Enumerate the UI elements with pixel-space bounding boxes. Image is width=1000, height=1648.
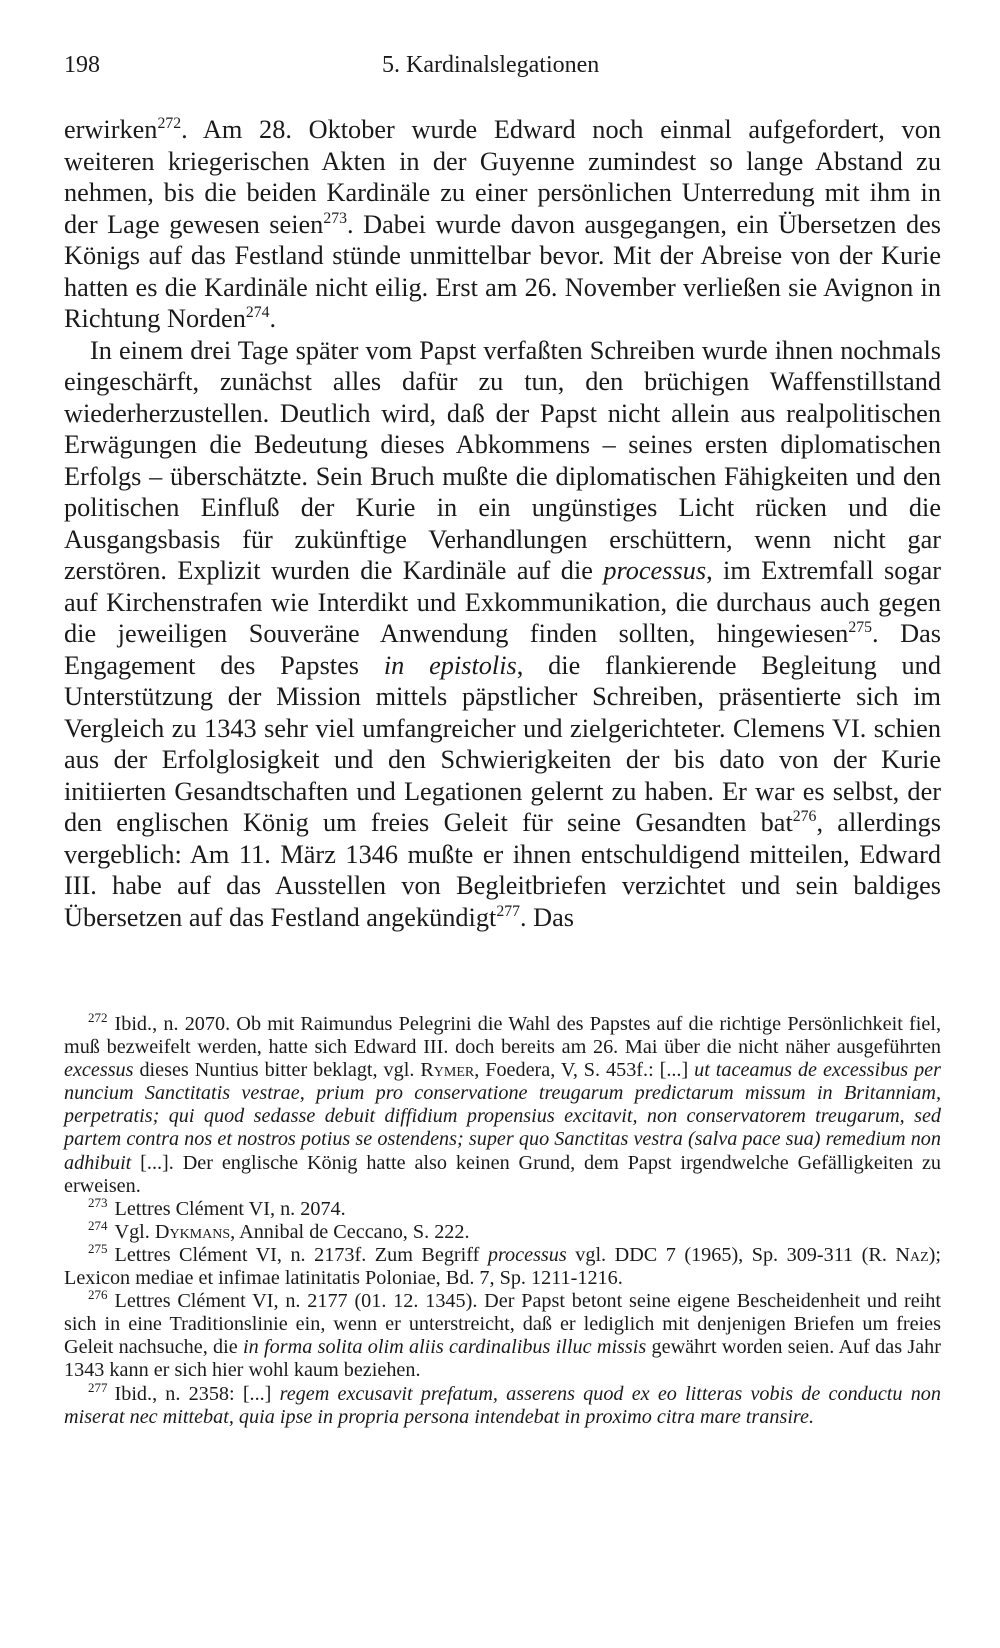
- footnote-number: 275: [88, 1241, 108, 1257]
- paragraph: erwirken$^{272}$. Am 28. Oktober wurde Edward noch einmal aufgefordert, von weiteren kriegerischen Akten in der Guyenne zumindest so lange Abstand zu nehmen, bis die beiden Kardinäle zu einer persönlichen Unterredung mit ihm in der Lage gewesen seien$^{273}$. Dabei wurde davon ausgegangen, ein Übersetzen des Königs auf das Festland stünde unmittelbar bevor. Mit der Abreise von der Kurie hatten es die Kardinäle nicht eilig. Erst am 26. November verließen sie Avignon in Richtung Norden$^{274}$.: [64, 115, 941, 333]
- footnote-reference: 275: [848, 619, 872, 637]
- footnote-reference: 277: [496, 902, 520, 920]
- footnote: $^{273}$ Lettres Clément VI, n. 2074.: [88, 1195, 346, 1220]
- footnote: $^{274}$ Vgl. Dykmans, Annibal de Ceccano, S. 222.: [88, 1218, 470, 1243]
- footnote-reference: 273: [323, 209, 347, 227]
- main-text: [64, 114, 941, 933]
- footnote-reference: 274: [245, 304, 270, 322]
- footnote-reference: 272: [157, 115, 182, 133]
- paragraph: In einem drei Tage später vom Papst verfaßten Schreiben wurde ihnen nochmals eingeschärft, zunächst alles dafür zu tun, den brüchigen Waffenstillstand wiederherzustellen. Deutlich wird, daß der Papst nicht allein aus realpolitischen Erwägungen die Bedeutung dieses Abkommens – seines ersten diplomatischen Erfolgs – überschätzte. Sein Bruch mußte die diplomatischen Fähigkeiten und den politischen Einfluß der Kurie in ein ungünstiges Licht rücken und die Ausgangsbasis für zukünftige Verhandlungen erschüttern, wenn nicht gar zerstören. Explizit wurden die Kardinäle auf die processus, im Extremfall sogar auf Kirchenstrafen wie Interdikt und Exkommunikation, die durchaus auch gegen die jeweiligen Souveräne Anwendung finden sollten, hingewiesen$^{275}$. Das Engagement des Papstes in epistolis, die flankierende Begleitung und Unterstützung der Mission mittels päpstlicher Schreiben, präsentierte sich im Vergleich zu 1343 sehr viel umfangreicher und zielgerichteter. Clemens VI. schien aus der Erfolglosigkeit und den Schwierigkeiten der bis dato von der Kurie initiierten Gesandtschaften und Legationen gelernt zu haben. Er war es selbst, der den englischen König um freies Geleit für seine Gesandten bat$^{276}$, allerdings vergeblich: Am 11. März 1346 mußte er ihnen entschuldigend mitteilen, Edward III. habe auf das Ausstellen von Begleitbriefen verzichtet und sein baldiges Übersetzen auf das Festland angekündigt$^{277}$. Das: [64, 335, 941, 932]
- footnote: $^{275}$ Lettres Clément VI, n. 2173f. Zum Begriff processus vgl. DDC 7 (1965), Sp. 309-311 (R. Naz); Lexicon mediae et infimae latinitatis Poloniae, Bd. 7, Sp. 1211-1216.: [64, 1241, 941, 1290]
- page-header: [64, 52, 944, 86]
- footnote-number: 274: [88, 1218, 108, 1234]
- footnote-number: 273: [88, 1195, 108, 1211]
- footnote-number: 276: [88, 1287, 108, 1303]
- footnote-number: 277: [88, 1379, 108, 1395]
- running-head: 5. Kardinalslegationen: [382, 52, 600, 78]
- footnote: $^{277}$ Ibid., n. 2358: [...] regem excusavit prefatum, asserens quod ex eo litteras vobis de conductu non miserat nec mittebat, quia ipse in propria persona intendebat in proximo citra mare transire.: [64, 1379, 941, 1428]
- footnote: $^{272}$ Ibid., n. 2070. Ob mit Raimundus Pelegrini die Wahl des Papstes auf die richtige Persönlichkeit fiel, muß bezweifelt werden, hatte sich Edward III. doch bereits am 26. Mai über die nicht näher ausgeführten excessus dieses Nuntius bitter beklagt, vgl. Rymer, Foedera, V, S. 453f.: [...] ut taceamus de excessibus per nuncium Sanctitatis vestrae, prium pro conservatione treugarum predictarum missum in Britanniam, perpetratis; qui quod sedasse debuit diffidium propensius excitavit, non conservatorem treugarum, sed partem contra nos et nostros potius se ostendens; super quo Sanctitas vestra (salva pace sua) remedium non adhibuit [...]. Der englische König hatte also keinen Grund, dem Papst irgendwelche Gefälligkeiten zu erweisen.: [64, 1010, 941, 1197]
- footnote-reference: 276: [792, 808, 817, 826]
- footnotes: [64, 1010, 941, 1429]
- footnote: $^{276}$ Lettres Clément VI, n. 2177 (01. 12. 1345). Der Papst betont seine eigene Bescheidenheit und reiht sich in eine Traditionslinie ein, wenn er unterstreicht, daß er lediglich mit denjenigen Briefen um freies Geleit nachsuche, die in forma solita olim aliis cardinalibus illuc missis gewährt worden seien. Auf das Jahr 1343 kann er sich hier wohl kaum beziehen.: [64, 1287, 941, 1382]
- page-number: 198: [64, 52, 100, 78]
- footnote-number: 272: [88, 1010, 108, 1026]
